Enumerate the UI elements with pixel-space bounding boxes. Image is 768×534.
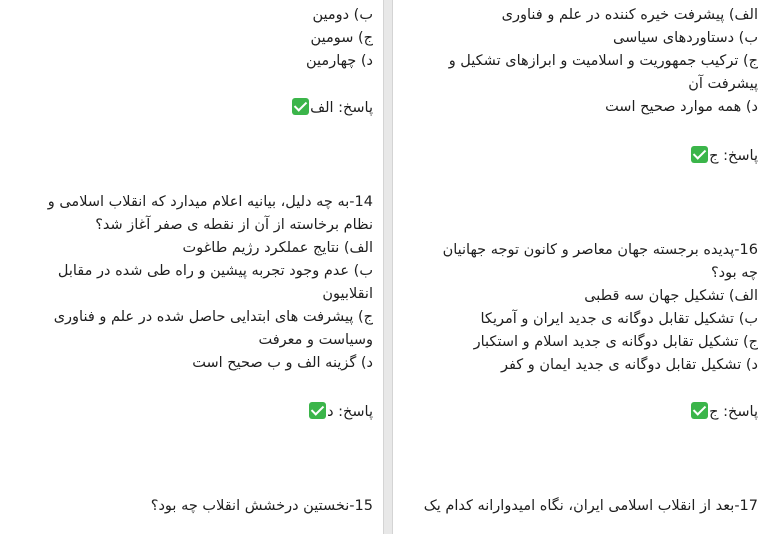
option-line: وسیاست و معرفت	[258, 332, 373, 348]
option-line: ب) دستاوردهای سیاسی	[613, 30, 758, 46]
answer-line	[691, 145, 758, 167]
option-line: ج) سومین	[310, 30, 373, 46]
option-line: د) همه موارد صحیح است	[605, 99, 758, 115]
option-line: د) چهارمین	[306, 53, 373, 69]
check-mark-icon	[691, 146, 708, 163]
option-line: پیشرفت آن	[688, 76, 758, 92]
answer-text: پاسخ: ج	[709, 404, 758, 420]
question-line: 15-نخستین درخشش انقلاب چه بود؟	[150, 498, 373, 514]
question-line: چه بود؟	[710, 265, 758, 281]
option-line: الف) پیشرفت خیره کننده در علم و فناوری	[501, 7, 758, 23]
option-line: الف) تشکیل جهان سه قطبی	[584, 288, 758, 304]
answer-line	[292, 97, 373, 119]
question-line: نظام برخاسته از آن از نقطه ی صفر آغاز شد؟	[95, 217, 373, 233]
option-line: الف) نتایج عملکرد رژیم طاغوت	[182, 240, 373, 256]
option-line: د) تشکیل تقابل دوگانه ی جدید ایمان و کفر	[500, 357, 758, 373]
check-mark-icon	[691, 402, 708, 419]
answer-text: پاسخ: الف	[310, 100, 373, 116]
option-line: انقلابیون	[322, 286, 373, 302]
option-line: ج) پیشرفت های ابتدایی حاصل شده در علم و فناوری	[53, 309, 373, 325]
check-mark-icon	[309, 402, 326, 419]
check-mark-icon	[292, 98, 309, 115]
left-column	[0, 0, 383, 534]
answer-line	[691, 401, 758, 423]
question-line: 17-بعد از انقلاب اسلامی ایران، نگاه امیدوارانه کدام یک	[423, 498, 758, 514]
option-line: ج) ترکیب جمهوریت و اسلامیت و ابرازهای تشکیل و	[448, 53, 758, 69]
option-line: ج) تشکیل تقابل دوگانه ی جدید اسلام و استکبار	[473, 334, 758, 350]
right-column	[393, 0, 768, 534]
answer-text: پاسخ: د	[327, 404, 373, 420]
option-line: ب) دومین	[312, 7, 373, 23]
question-line: 16-پدیده برجسته جهان معاصر و کانون توجه جهانیان	[442, 242, 758, 258]
question-line: 14-به چه دلیل، بیانیه اعلام میدارد که انقلاب اسلامی و	[47, 194, 373, 210]
option-line: ب) عدم وجود تجربه پیشین و راه طی شده در مقابل	[57, 263, 373, 279]
option-line: ب) تشکیل تقابل دوگانه ی جدید ایران و آمریکا	[480, 311, 758, 327]
column-divider	[383, 0, 393, 534]
answer-text: پاسخ: ج	[709, 148, 758, 164]
option-line: د) گزینه الف و ب صحیح است	[192, 355, 373, 371]
answer-line	[309, 401, 373, 423]
